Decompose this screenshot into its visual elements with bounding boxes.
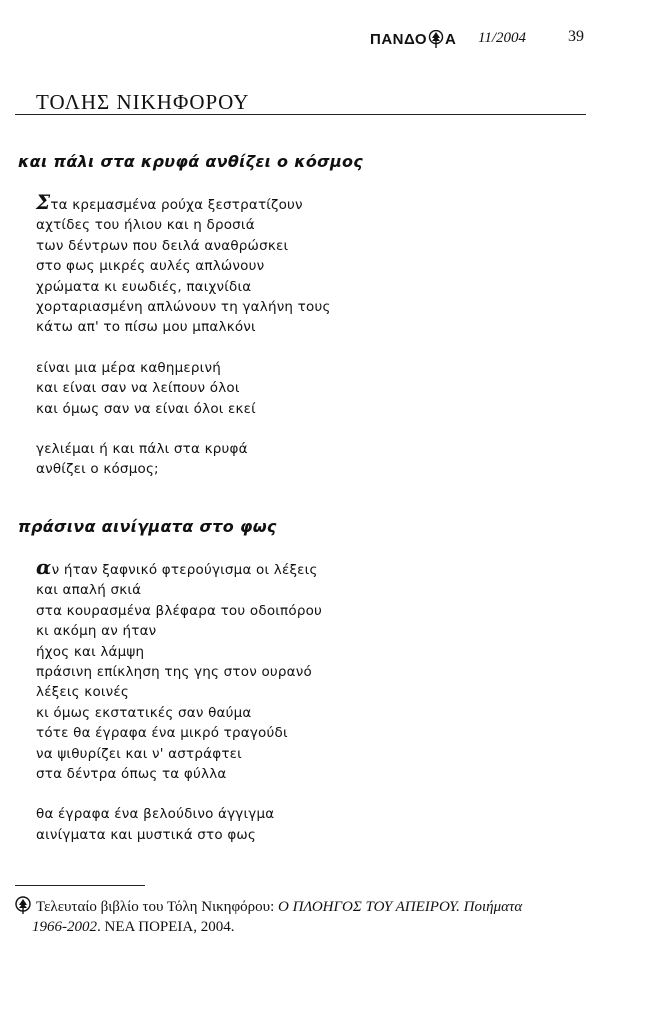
journal-name-right: Α [445,30,457,48]
poem-line: είναι μια μέρα καθημερινή [36,359,221,376]
tree-logo-icon [14,896,32,914]
footnote-divider [15,885,145,886]
poem-line: χρώματα κι ευωδιές, παιχνίδια [36,278,252,295]
footnote [14,896,594,937]
poem-line: αινίγματα και μυστικά στο φως [36,826,257,843]
poem-title: και πάλι στα κρυφά ανθίζει ο κόσμος [18,152,364,171]
stanza [36,557,322,784]
author-name: ΤΟΛΗΣ ΝΙΚΗΦΟΡΟΥ [36,90,250,114]
poem-line: πράσινη επίκληση της γης στον ουρανό [36,664,312,681]
footnote-prefix: Τελευταίο βιβλίο του Τόλη Νικηφόρου: [36,899,279,915]
poem-line: των δέντρων που δειλά αναθρώσκει [36,237,289,254]
page-number: 39 [568,28,584,45]
poem-line: Στα κρεμασμένα ρούχα ξεστρατίζουν [36,190,303,214]
poem-line: κι ακόμη αν ήταν [36,623,157,640]
poem-line: τότε θα έγραφα ένα μικρό τραγούδι [36,725,288,742]
poem-line: θα έγραφα ένα βελούδινο άγγιγμα [36,806,275,823]
poem-line: χορταριασμένη απλώνουν τη γαλήνη τους [36,299,331,316]
author-divider [15,114,586,115]
poem-line: κι όμως εκστατικές σαν θαύμα [36,704,252,721]
poem-body [36,557,322,865]
footnote-book-title: Ο ΠΛΟΗΓΟΣ ΤΟΥ ΑΠΕΙΡΟΥ. Ποιήματα [278,899,523,915]
stanza [36,358,331,419]
poem-line: και απαλή σκιά [36,582,142,599]
drop-cap: Σ [36,190,51,214]
tree-logo-icon [428,30,444,48]
poem-line: και όμως σαν να είναι όλοι εκεί [36,400,256,417]
stanza [36,804,322,845]
poem-line: γελιέμαι ή και πάλι στα κρυφά [36,441,248,458]
issue-number: 11/2004 [478,30,527,46]
poem-line: κάτω απ' το πίσω μου μπαλκόνι [36,319,256,336]
stanza [36,439,331,480]
poem-line: ήχος και λάμψη [36,643,145,660]
journal-name-left: ΠΑΝΔΟ [370,30,428,48]
poem-line: αχτίδες του ήλιου και η δροσιά [36,217,255,234]
running-header [0,26,585,52]
poem-line: ανθίζει ο κόσμος; [36,461,159,478]
footnote-publisher: . ΝΕΑ ΠΟΡΕΙΑ, 2004. [97,919,235,935]
poem-line: στα κουρασμένα βλέφαρα του οδοιπόρου [36,602,323,619]
poem-line: στο φως μικρές αυλές απλώνουν [36,258,265,275]
poem-line: και είναι σαν να λείπουν όλοι [36,380,240,397]
footnote-years: 1966-2002 [32,919,97,935]
poem-line: λέξεις κοινές [36,684,130,701]
poem-line: αν ήταν ξαφνικό φτερούγισμα οι λέξεις [36,555,318,579]
stanza [36,192,331,338]
poem-body [36,192,331,500]
drop-cap: α [36,555,52,579]
journal-name [370,30,456,48]
poem-line: στα δέντρα όπως τα φύλλα [36,766,227,783]
poem-title: πράσινα αινίγματα στο φως [18,517,277,536]
poem-line: να ψιθυρίζει και ν' αστράφτει [36,745,242,762]
